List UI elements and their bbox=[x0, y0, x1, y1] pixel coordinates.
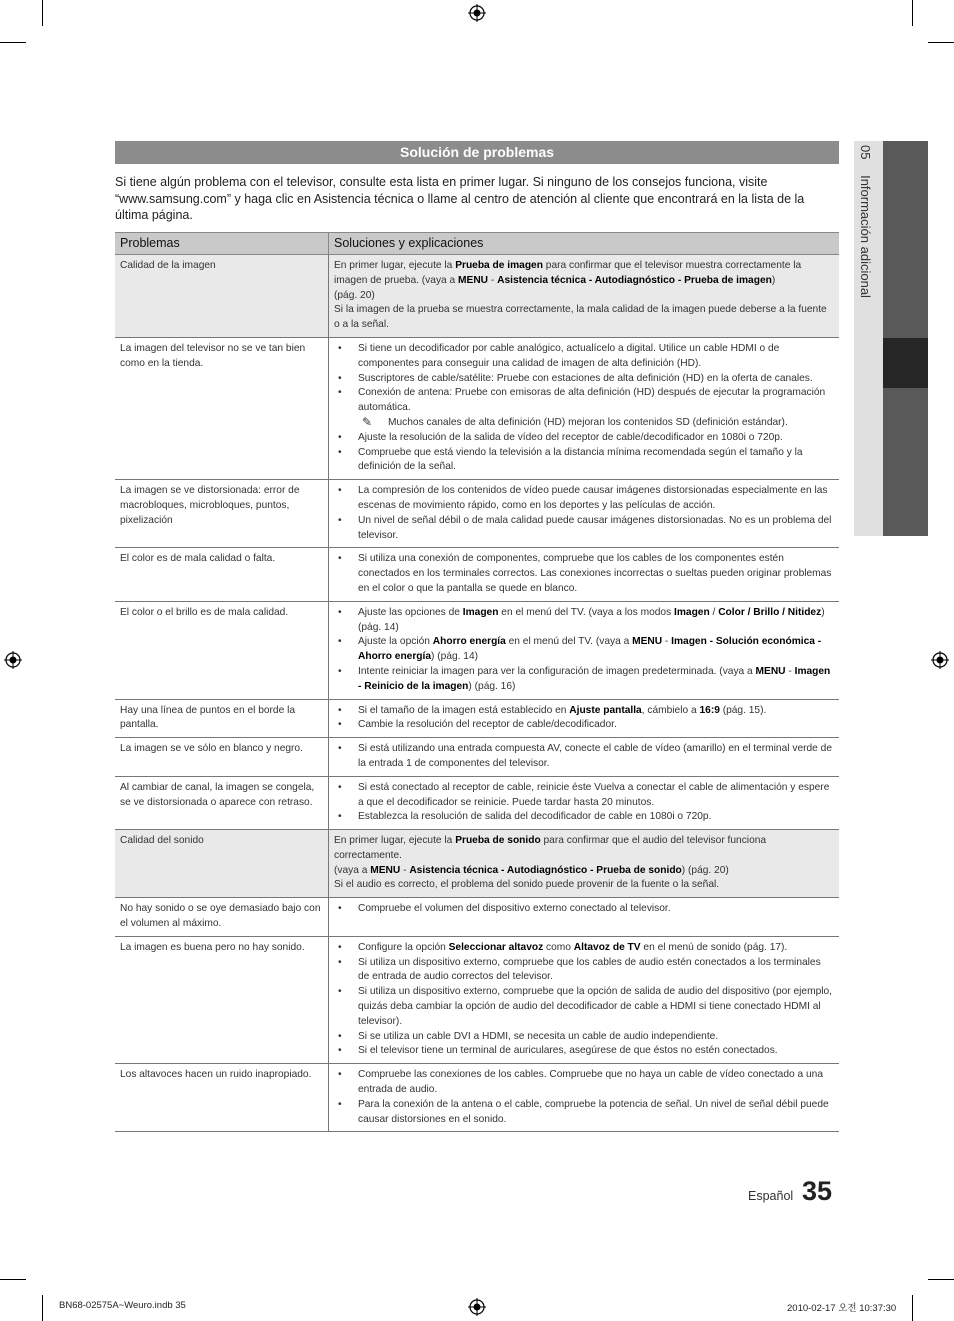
problem-cell: La imagen se ve distorsionada: error de macrobloques, microbloques, puntos, pixelización bbox=[115, 480, 329, 548]
list-item bbox=[358, 956, 834, 986]
column-header-problems: Problemas bbox=[115, 233, 329, 255]
table-row bbox=[115, 936, 839, 1063]
table-row bbox=[115, 337, 839, 479]
solution-cell bbox=[329, 1064, 840, 1132]
note-text: Muchos canales de alta definición (HD) mejoran los contenidos SD (definición estándar). bbox=[388, 416, 788, 428]
solution-list bbox=[334, 902, 834, 917]
solution-cell bbox=[329, 337, 840, 479]
bold-term: Imagen - Solución económica - Ahorro energía bbox=[358, 636, 822, 663]
crop-mark bbox=[928, 1279, 954, 1280]
text-segment: ) (pág. 14) bbox=[358, 606, 825, 633]
text-segment: - bbox=[400, 864, 410, 876]
list-item bbox=[358, 606, 834, 636]
bold-term: Asistencia técnica - Autodiagnóstico - Prueba de imagen bbox=[497, 274, 772, 286]
text-segment: Si está utilizando una entrada compuesta AV, conecte el cable de vídeo (amarillo) en el terminal verde de la entrada 1 de componentes del televisor. bbox=[358, 743, 832, 769]
text-segment: Intente reiniciar la imagen para ver la configuración de imagen predeterminada. (vaya a bbox=[358, 665, 756, 677]
list-item bbox=[358, 635, 834, 665]
chapter-title: Información adicional bbox=[858, 175, 873, 298]
text-segment: Si el tamaño de la imagen está establecido en bbox=[358, 704, 570, 716]
list-item bbox=[358, 1098, 834, 1128]
text-segment: Cambie la resolución del receptor de cable/decodificador. bbox=[358, 719, 617, 731]
list-item bbox=[358, 718, 834, 733]
table-row bbox=[115, 830, 839, 898]
solution-cell bbox=[329, 898, 840, 937]
pencil-note-icon: ✎ bbox=[362, 414, 373, 429]
note bbox=[358, 416, 834, 431]
crop-mark bbox=[42, 1295, 43, 1321]
bold-term: Ahorro energía bbox=[432, 636, 506, 648]
text-segment: para confirmar que el televisor muestra correctamente la imagen de prueba. (vaya a bbox=[334, 260, 802, 286]
footer-language: Español bbox=[748, 1189, 794, 1203]
text-segment: Compruebe que está viendo la televisión a la distancia mínima recomendada según el tamaño y la definición de la señal. bbox=[358, 446, 803, 473]
list-item bbox=[358, 1044, 834, 1059]
registration-mark-icon bbox=[468, 4, 486, 22]
text-segment: - bbox=[488, 274, 498, 286]
text-segment: ) (pág. 20) bbox=[681, 864, 729, 876]
problem-cell: La imagen se ve sólo en blanco y negro. bbox=[115, 738, 329, 777]
table-header-row bbox=[115, 233, 839, 255]
text-segment: Ajuste la resolución de la salida de vídeo del receptor de cable/decodificador en 1080i o 720p. bbox=[358, 431, 783, 443]
list-item bbox=[358, 704, 834, 719]
bold-term: Ajuste pantalla bbox=[569, 704, 642, 716]
text-segment: La compresión de los contenidos de vídeo puede causar imágenes distorsionadas especialmente en las escenas de movimiento rápido, como en los deportes y las películas de acción. bbox=[358, 485, 828, 511]
list-item bbox=[358, 372, 834, 387]
list-item bbox=[358, 386, 834, 430]
text-segment: ) (pág. 16) bbox=[468, 680, 516, 692]
list-item bbox=[358, 514, 834, 544]
text-segment: Establezca la resolución de salida del decodificador de cable en 1080i o 720p. bbox=[358, 811, 712, 823]
text-segment: ) bbox=[771, 274, 776, 286]
text-segment: Si utiliza un dispositivo externo, compruebe que la opción de salida de audio del dispositivo (por ejemplo, quizás deba cambiar la opción de audio del decodificador de cable a HDMI si tiene conectado HDMI al televisor). bbox=[358, 986, 833, 1027]
list-item bbox=[358, 665, 834, 695]
registration-mark-icon bbox=[4, 651, 22, 669]
section-title: Solución de problemas bbox=[115, 141, 839, 164]
solution-cell bbox=[329, 830, 840, 898]
text-segment: como bbox=[543, 941, 574, 953]
crop-mark bbox=[0, 1279, 26, 1280]
list-item bbox=[358, 985, 834, 1029]
text-segment: En primer lugar, ejecute la bbox=[334, 835, 456, 847]
text-segment: Suscriptores de cable/satélite: Pruebe con estaciones de alta definición (HD) en la oferta de canales. bbox=[358, 372, 813, 384]
crop-mark bbox=[928, 42, 954, 43]
text-segment: Ajuste las opciones de bbox=[358, 606, 463, 618]
side-tab-label bbox=[858, 145, 873, 298]
text-segment: Un nivel de señal débil o de mala calidad puede causar imágenes distorsionadas. No es un problema del televisor. bbox=[358, 514, 832, 541]
solution-cell bbox=[329, 480, 840, 548]
list-item bbox=[358, 1030, 834, 1045]
text-segment: para confirmar que el audio del televisor funciona correctamente. bbox=[334, 835, 767, 861]
list-item bbox=[358, 781, 834, 811]
solution-line bbox=[334, 878, 834, 893]
solution-list bbox=[334, 781, 834, 825]
list-item bbox=[358, 342, 834, 372]
text-segment: Compruebe las conexiones de los cables. Compruebe que no haya un cable de vídeo conectado a una entrada de audio. bbox=[358, 1069, 823, 1096]
solution-list bbox=[334, 606, 834, 695]
bold-term: MENU bbox=[755, 665, 786, 677]
bold-term: Prueba de imagen bbox=[455, 260, 543, 271]
bold-term: MENU bbox=[632, 636, 663, 648]
bold-term: Altavoz de TV bbox=[573, 941, 641, 953]
list-item bbox=[358, 446, 834, 476]
solution-cell bbox=[329, 699, 840, 738]
solution-list bbox=[334, 552, 834, 596]
intro-paragraph: Si tiene algún problema con el televisor, consulte esta lista en primer lugar. Si ninguno de los consejos funciona, visite “www.samsung.com” y haga clic en Asistencia técnica o llame al centro de atención al cliente que encontrará en la lista de la última página. bbox=[115, 175, 805, 222]
crop-mark bbox=[0, 42, 26, 43]
solution-line bbox=[334, 259, 834, 289]
text-segment: - bbox=[662, 636, 672, 648]
bold-term: Imagen bbox=[462, 606, 499, 618]
solution-line bbox=[334, 834, 834, 864]
bold-term: Seleccionar altavoz bbox=[448, 941, 544, 953]
list-item bbox=[358, 1068, 834, 1098]
table-row bbox=[115, 776, 839, 829]
bold-term: Color / Brillo / Nitidez bbox=[718, 606, 822, 618]
crop-mark bbox=[42, 0, 43, 26]
problem-cell: Los altavoces hacen un ruido inapropiado. bbox=[115, 1064, 329, 1132]
problem-cell: No hay sonido o se oye demasiado bajo con el volumen al máximo. bbox=[115, 898, 329, 937]
text-segment: (pág. 15). bbox=[719, 704, 767, 716]
text-segment: Conexión de antena: Pruebe con emisoras de alta definición (HD) después de ejecutar la programación automática. bbox=[358, 387, 826, 414]
solution-line bbox=[334, 289, 834, 304]
text-segment: Configure la opción bbox=[358, 941, 449, 953]
bold-term: Imagen - Reinicio de la imagen bbox=[358, 665, 831, 692]
bold-term: MENU bbox=[458, 274, 489, 286]
solution-cell bbox=[329, 936, 840, 1063]
solution-cell bbox=[329, 255, 840, 338]
troubleshooting-table bbox=[115, 232, 839, 1132]
table-row bbox=[115, 480, 839, 548]
text-segment: (pág. 20) bbox=[334, 289, 375, 301]
problem-cell: La imagen del televisor no se ve tan bien como en la tienda. bbox=[115, 337, 329, 479]
text-segment: Si la imagen de la prueba se muestra correctamente, la mala calidad de la imagen puede deberse a la fuente o a la señal. bbox=[334, 304, 827, 331]
solution-list bbox=[334, 484, 834, 543]
problem-cell: El color o el brillo es de mala calidad. bbox=[115, 601, 329, 699]
text-segment: Si se utiliza un cable DVI a HDMI, se necesita un cable de audio independiente. bbox=[358, 1030, 719, 1042]
text-segment: - bbox=[785, 665, 795, 677]
table-row bbox=[115, 548, 839, 601]
text-segment: en el menú de sonido (pág. 17). bbox=[640, 941, 788, 953]
problem-cell: La imagen es buena pero no hay sonido. bbox=[115, 936, 329, 1063]
text-segment: Si utiliza un dispositivo externo, compruebe que los cables de audio estén conectados a los terminales de entrada de audio correctos del televisor. bbox=[358, 956, 821, 983]
list-item bbox=[358, 810, 834, 825]
solution-list bbox=[334, 1068, 834, 1127]
page-number: 35 bbox=[802, 1176, 833, 1206]
solution-cell bbox=[329, 601, 840, 699]
registration-mark-icon bbox=[931, 651, 949, 669]
text-segment: ) (pág. 14) bbox=[431, 651, 479, 663]
solution-line bbox=[334, 864, 834, 879]
solution-cell bbox=[329, 548, 840, 601]
table-row bbox=[115, 898, 839, 937]
list-item bbox=[358, 742, 834, 772]
table-row bbox=[115, 1064, 839, 1132]
chapter-number: 05 bbox=[858, 145, 873, 160]
solution-list bbox=[334, 941, 834, 1059]
text-segment: Si tiene un decodificador por cable analógico, actualícelo a digital. Utilice un cable HDMI o de componentes para conseguir una calidad de imagen de alta definición (HD). bbox=[358, 342, 780, 369]
bold-term: MENU bbox=[370, 864, 401, 876]
bold-term: Prueba de sonido bbox=[455, 835, 541, 847]
text-segment: Si el audio es correcto, el problema del sonido puede provenir de la fuente o la señal. bbox=[334, 879, 720, 891]
bold-term: 16:9 bbox=[699, 704, 720, 716]
text-segment: En primer lugar, ejecute la bbox=[334, 260, 456, 271]
text-segment: Si utiliza una conexión de componentes, compruebe que los cables de los componentes estén conectados en los terminales correctos. Las conexiones incorrectas o sueltas pueden originar problemas en el color o que la pantalla se quede en blanco. bbox=[358, 553, 832, 594]
list-item bbox=[358, 431, 834, 446]
list-item bbox=[358, 941, 834, 956]
solution-cell bbox=[329, 776, 840, 829]
list-item bbox=[358, 552, 834, 596]
text-segment: en el menú del TV. (vaya a los modos bbox=[498, 606, 675, 618]
bold-term: Imagen bbox=[674, 606, 710, 618]
table-row bbox=[115, 699, 839, 738]
print-slug-timestamp: 2010-02-17 오전 10:37:30 bbox=[787, 1303, 897, 1314]
problem-cell: Calidad de la imagen bbox=[115, 255, 329, 338]
solution-cell bbox=[329, 738, 840, 777]
text-segment: , cámbielo a bbox=[641, 704, 700, 716]
solution-line bbox=[334, 303, 834, 333]
problem-cell: Calidad del sonido bbox=[115, 830, 329, 898]
column-header-solutions: Soluciones y explicaciones bbox=[329, 233, 840, 255]
solution-list bbox=[334, 742, 834, 772]
table-row bbox=[115, 255, 839, 338]
table-row bbox=[115, 738, 839, 777]
text-segment: Ajuste la opción bbox=[358, 636, 433, 648]
side-tab-active-marker bbox=[883, 338, 928, 388]
text-segment: (vaya a bbox=[334, 864, 371, 876]
registration-mark-icon bbox=[468, 1298, 486, 1316]
text-segment: Si el televisor tiene un terminal de auriculares, asegúrese de que éstos no estén conectados. bbox=[358, 1045, 778, 1057]
print-slug-file: BN68-02575A~Weuro.indb 35 bbox=[59, 1300, 186, 1311]
problem-cell: El color es de mala calidad o falta. bbox=[115, 548, 329, 601]
table-row bbox=[115, 601, 839, 699]
solution-list bbox=[334, 704, 834, 734]
problem-cell: Al cambiar de canal, la imagen se congela, se ve distorsionada o aparece con retraso. bbox=[115, 776, 329, 829]
text-segment: / bbox=[709, 606, 719, 618]
crop-mark bbox=[912, 1295, 913, 1321]
text-segment: Si está conectado al receptor de cable, reinicie éste Vuelva a conectar el cable de alimentación y espere a que el decodificador se reinicie. Puede tardar hasta 20 minutos. bbox=[358, 781, 830, 808]
crop-mark bbox=[912, 0, 913, 26]
list-item bbox=[358, 484, 834, 514]
text-segment: Compruebe el volumen del dispositivo externo conectado al televisor. bbox=[358, 903, 671, 915]
solution-list bbox=[334, 342, 834, 475]
list-item bbox=[358, 902, 834, 917]
text-segment: Para la conexión de la antena o el cable, compruebe la potencia de señal. Un nivel de señal débil puede causar distorsiones en el sonido. bbox=[358, 1098, 829, 1125]
bold-term: Asistencia técnica - Autodiagnóstico - Prueba de sonido bbox=[409, 864, 682, 876]
text-segment: en el menú del TV. (vaya a bbox=[505, 636, 633, 648]
problem-cell: Hay una línea de puntos en el borde la pantalla. bbox=[115, 699, 329, 738]
